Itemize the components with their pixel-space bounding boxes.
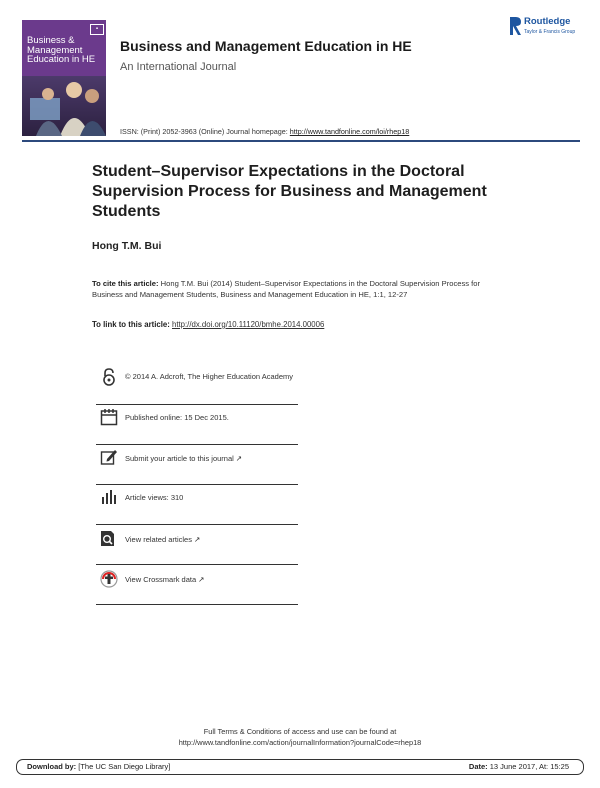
journal-title: Business and Management Education in HE <box>120 38 412 54</box>
article-title: Student–Supervisor Expectations in the Doctoral Supervision Process for Business and Management Students <box>92 163 487 220</box>
citation-block <box>92 278 502 300</box>
author-name: Hong T.M. Bui <box>92 240 162 252</box>
downloaded-by: Download by: [The UC San Diego Library] <box>27 762 171 771</box>
info-row-crossmark[interactable] <box>96 564 298 605</box>
routledge-r-icon <box>508 15 522 37</box>
info-text <box>125 575 295 585</box>
related-search-icon <box>100 530 118 548</box>
citation-label: To cite this article: <box>92 279 159 288</box>
citation-text: Hong T.M. Bui (2014) Student–Supervisor Expectations in the Doctoral Supervision Process for Business and Management Students, Business and Management Education in HE, 1:1, 12-27 <box>92 279 481 299</box>
crossmark-link[interactable]: View Crossmark data <box>125 575 197 584</box>
open-access-icon <box>100 368 118 386</box>
pencil-edit-icon <box>100 448 118 466</box>
journal-subtitle: An International Journal <box>120 61 237 73</box>
info-text: © 2014 A. Adcroft, The Higher Education Academy <box>125 372 293 381</box>
submit-article-link[interactable]: Submit your article to this journal <box>125 454 234 463</box>
info-row-views <box>96 484 298 525</box>
terms-url[interactable]: http://www.tandfonline.com/action/journalInformation?journalCode=rhep18 <box>178 737 422 747</box>
cover-photo <box>22 76 106 136</box>
header-divider <box>22 140 580 142</box>
terms-notice <box>0 727 600 748</box>
crossmark-icon <box>100 570 118 588</box>
link-label: To link to this article: <box>92 320 172 329</box>
related-articles-link[interactable]: View related articles <box>125 535 192 544</box>
publisher-tagline: Taylor & Francis Group <box>524 29 576 35</box>
publisher-name: Routledge <box>524 16 571 27</box>
terms-line-1: Full Terms & Conditions of access and use can be found at <box>203 727 397 736</box>
issn-text: ISSN: (Print) 2052-3963 (Online) Journal homepage: <box>120 127 290 136</box>
info-row-submit[interactable] <box>96 444 298 485</box>
info-row-published <box>96 404 298 445</box>
cover-badge: ▪ <box>90 24 104 35</box>
external-link-icon: ↗ <box>194 535 201 544</box>
journal-homepage-link[interactable]: http://www.tandfonline.com/loi/rhep18 <box>289 127 410 136</box>
info-text <box>125 535 295 545</box>
external-link-icon: ↗ <box>198 575 205 584</box>
bar-chart-icon <box>100 488 118 506</box>
journal-cover <box>22 20 106 136</box>
info-row-related[interactable] <box>96 524 298 565</box>
article-link-line <box>92 320 324 329</box>
download-date: Date: 13 June 2017, At: 15:25 <box>468 762 569 771</box>
download-info-bar <box>16 759 584 775</box>
calendar-icon <box>100 408 118 426</box>
cover-title: Business & Management Education in HE <box>27 35 96 65</box>
info-text <box>125 454 295 464</box>
info-text: Published online: 15 Dec 2015. <box>125 413 229 422</box>
external-link-icon: ↗ <box>235 454 243 463</box>
publisher-logo[interactable] <box>508 15 586 39</box>
issn-line <box>120 127 409 136</box>
doi-link[interactable]: http://dx.doi.org/10.11120/bmhe.2014.00006 <box>172 320 325 329</box>
info-row-copyright <box>96 364 298 405</box>
info-text: Article views: 310 <box>125 493 184 502</box>
